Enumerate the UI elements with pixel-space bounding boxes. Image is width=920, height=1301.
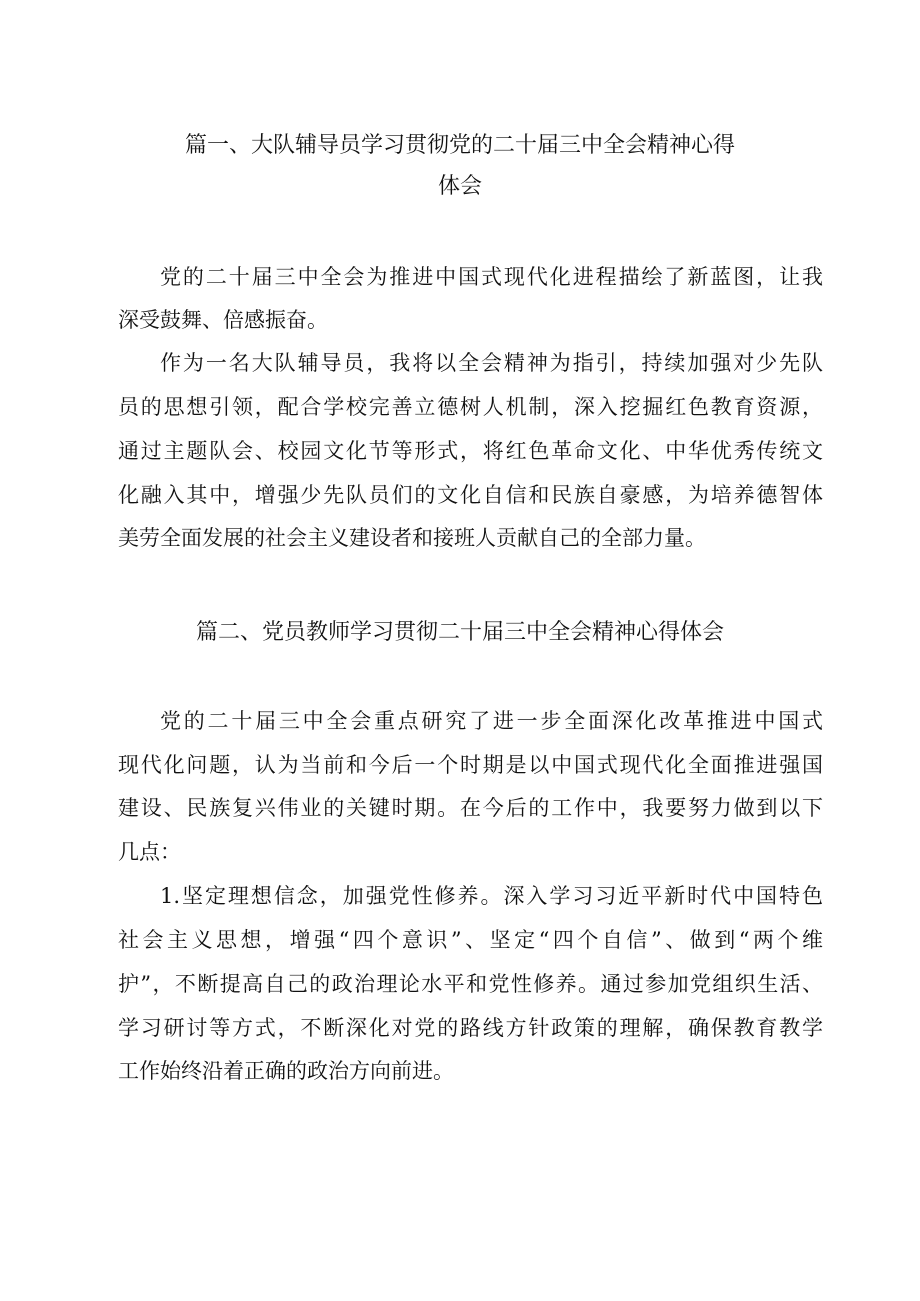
- section1-para2-line: 通过主题队会、校园文化节等形式，将红色革命文化、中华优秀传统文: [118, 439, 823, 463]
- section2-para1-line: 现代化问题，认为当前和今后一个时期是以中国式现代化全面推进强国: [118, 753, 823, 777]
- section2-list-item-line: 学习研讨等方式，不断深化对党的路线方针政策的理解，确保教育教学: [118, 1016, 823, 1040]
- section1-para2-line: 美劳全面发展的社会主义建设者和接班人贡献自己的全部力量。: [118, 526, 706, 550]
- section1-para1-line: 党的二十届三中全会为推进中国式现代化进程描绘了新蓝图，让我: [160, 265, 823, 289]
- section2-list-item-line: 1.坚定理想信念，加强党性修养。深入学习习近平新时代中国特色: [160, 884, 823, 908]
- section1-title-cont: 体会: [437, 174, 482, 199]
- section1-para1-line: 深受鼓舞、倍感振奋。: [118, 308, 328, 332]
- section1-para2-line: 员的思想引领，配合学校完善立德树人机制，深入挖掘红色教育资源，: [118, 395, 823, 419]
- section2-list-item-line: 社会主义思想，增强“四个意识”、坚定“四个自信”、做到“两个维: [118, 928, 823, 952]
- section2-list-item-line: 护”，不断提高自己的政治理论水平和党性修养。通过参加党组织生活、: [118, 972, 823, 996]
- section2-title: 篇二、党员教师学习贯彻二十届三中全会精神心得体会: [195, 620, 724, 645]
- section1-para2-line: 化融入其中，增强少先队员们的文化自信和民族自豪感，为培养德智体: [118, 483, 823, 507]
- section2-para1-line: 几点：: [118, 840, 181, 864]
- section2-para1-line: 建设、民族复兴伟业的关键时期。在今后的工作中，我要努力做到以下: [118, 796, 823, 820]
- section1-title: 篇一、大队辅导员学习贯彻党的二十届三中全会精神心得: [184, 133, 735, 158]
- section2-list-item-line: 工作始终沿着正确的政治方向前进。: [118, 1059, 454, 1083]
- section1-para2-line: 作为一名大队辅导员，我将以全会精神为指引，持续加强对少先队: [160, 351, 823, 375]
- section2-para1-line: 党的二十届三中全会重点研究了进一步全面深化改革推进中国式: [160, 709, 823, 733]
